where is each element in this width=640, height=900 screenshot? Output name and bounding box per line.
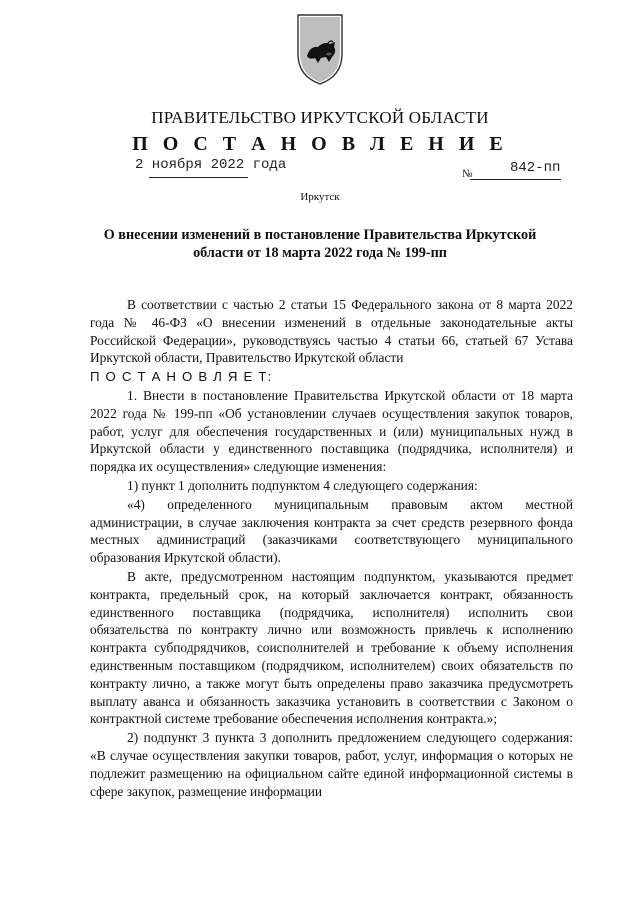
number-underline — [470, 179, 561, 180]
item-1-paragraph: 1. Внести в постановление Правительства Иркутской области от 18 марта 2022 года № 199-пп «Об установлении случаев осуществления закупок товаров, работ, услуг для обеспечения государственных и (или) муниципальных нужд в Иркутской области у единственного поставщика (подрядчика, исполнителя) и порядка их осуществления» следующие изменения: — [90, 387, 573, 475]
preamble-paragraph: В соответствии с частью 2 статьи 15 Федерального закона от 8 марта 2022 года № 46-ФЗ «О внесении изменений в отдельные законодательные акты Российской Федерации», руководствуясь частью 4 статьи 66, статьей 67 Устава Иркутской области, Правительство Иркутской области — [90, 297, 573, 366]
date-underline — [149, 177, 248, 178]
document-number: 842-пп — [510, 160, 561, 176]
number-sign: № — [462, 168, 473, 180]
subitem-1-text-paragraph: «4) определенного муниципальным правовым актом местной администрации, в случае заключения контракта за счет средств резервного фонда местных администраций (заказчиками соответствующего муниципального образования Иркутской области). — [90, 496, 573, 566]
document-date: 2 ноября 2022 года — [135, 157, 287, 173]
subitem-1-paragraph: 1) пункт 1 дополнить подпунктом 4 следующего содержания: — [127, 477, 478, 493]
city: Иркутск — [300, 191, 340, 203]
resolves-heading: П О С Т А Н О В Л Я Е Т: — [90, 369, 273, 385]
document-type: П О С Т А Н О В Л Е Н И Е — [132, 133, 508, 155]
irkutsk-coat-of-arms-icon — [294, 12, 346, 86]
subitem-2-paragraph: 2) подпункт 3 пункта 3 дополнить предложением следующего содержания: «В случае осуществления закупки товаров, работ, услуг, информация о которых не подлежит размещению на официальном сайте единой информационной системы в сфере закупок, размещение информации — [90, 730, 573, 799]
document-body — [90, 296, 573, 801]
subitem-1-detail-paragraph: В акте, предусмотренном настоящим подпунктом, указываются предмет контракта, предельный срок, на который заключается контракт, обязанность единственного поставщика (подрядчика, исполнителя) исполнить свои обязательства по контракту лично или возможность привлечь к исполнению контракта субподрядчиков, соисполнителей и требование к объему исполнения единственным поставщиком (подрядчиком, исполнителем) своих обязательств по контракту лично, а также могут быть определены право заказчика предусмотреть выплату аванса и обязанность заказчика установить в соответствии с Законом о контрактной системе требование обеспечения исполнения контракта.»; — [90, 568, 573, 727]
document-title: О внесении изменений в постановление Правительства Иркутской области от 18 марта 2022 года № 199-пп — [103, 227, 537, 261]
government-name: ПРАВИТЕЛЬСТВО ИРКУТСКОЙ ОБЛАСТИ — [151, 108, 489, 127]
